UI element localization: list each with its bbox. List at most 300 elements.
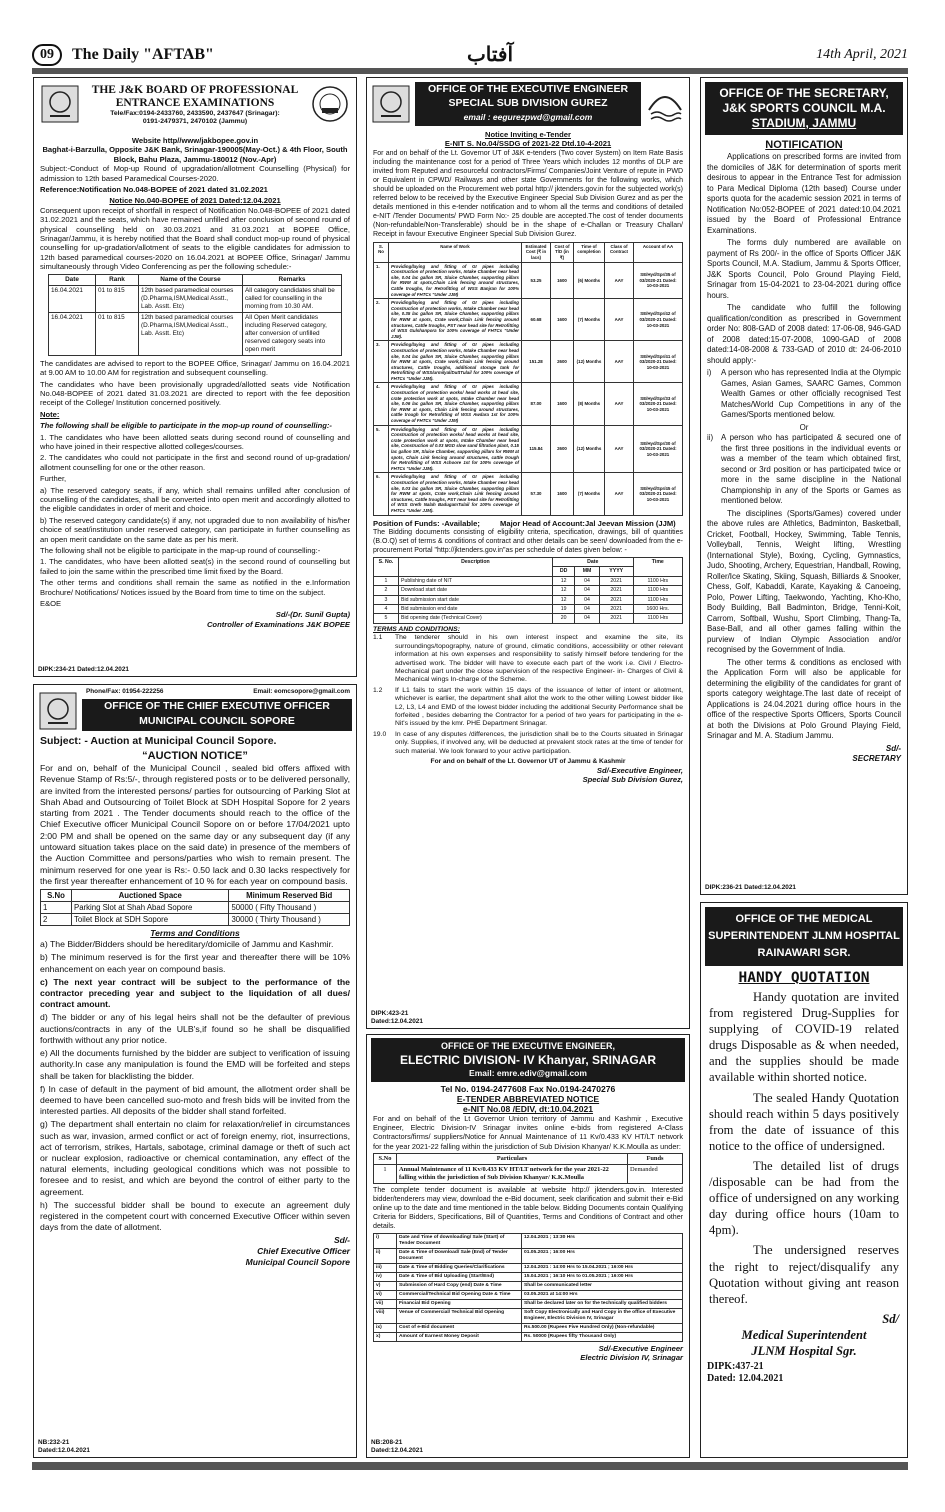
sports-para3: The candidate who fulfill the following qualification/condition as prescribed in Government order No: 808-GAD of 2008 dated: 17-06-08, 946-GAD of 2008 dated:15-07-2008, 1090-GAD of 2008 dated:14-08-2008 & 733-GAD of 2010 dt: 24-06-2010 should apply:-: [707, 303, 901, 365]
sports-or: Or: [799, 422, 809, 432]
khanyar-sched-row: [374, 1272, 683, 1281]
khanyar-sched-row: [374, 1233, 683, 1248]
khanyar-tel: Tel No. 0194-2477608 Fax No.0194-2470276: [440, 1084, 616, 1094]
gurez-position-funds: Position of Funds: -Available;: [373, 518, 480, 528]
bopee-note-item: The following shall not be eligible to participate in the map-up round of counselling:-: [40, 546, 321, 555]
gurez-work-row-cell: Providing/laying and fitting of GI pipes including Construction of protection works, Intake Chamber near head site, 0.04 lac gallon SR, Sluice Chamber, supporting pillars for RWM at spots, Crate work,Chain Link fencing around structures, Cattle troughs, additional storage tank for Retrofitting of WSS/urmilyal/DuttTulail for 100% coverage of FHTCs "Under JJM).: [389, 341, 522, 383]
gurez-sched-row-cell: 1: [374, 576, 399, 585]
gurez-sched-row-cell: 1100 Hrs: [633, 586, 682, 595]
gurez-th-3: Cost of T/D (in ₹): [551, 242, 574, 262]
gurez-sched-row-cell: 1100 Hrs: [633, 576, 682, 585]
sopore-table-row-cell: Parking Slot at Shah Abad Sopore: [72, 902, 229, 914]
khanyar-notice: [366, 1034, 690, 1458]
gurez-term-text: In case of any disputes /differences, the jurisdiction shall be to the Courts situated in Srinagar only. Supplies, if involved any, will be deducted at prevalent stock rates at the time of tender for such material. We look forward to your active participation.: [395, 730, 683, 755]
khanyar-sched-row: [374, 1332, 683, 1341]
sports-title-line2: J&K SPORTS COUNCIL M.A.: [722, 101, 886, 115]
gurez-sched-row-cell: Bid submission start date: [399, 595, 553, 604]
sports-para4: The disciplines (Sports/Games) covered under the above rules are Athletics, Badminton, Basketball, Cricket, Football, Hockey, Swimming, Table Tennis, Volleyball, Tennis, Weight lifting, Wrestling (International Style), Boxing, Cycling, Gymnastics, Judo, Shooting, Archery, Equestrian, Handball, Rowing, Roller/Ice Skating, Skiing, Squash, Billiards & Snooker, Chess, Golf, Kabaddi, Karate, Kayaking & Canoeing, Polo, Power Lifting, Taekwondo, Yachting, Kho-Kho, Body Building, Ball Badminton, Bridge, Tenni-Koit, Carrom, Softball, Wushu, Sport Climbing, Thang-Ta, Base-Ball, and all other games falling within the purview of Indian Olympic Association and/or recognised by the Government of India.: [707, 508, 901, 654]
gurez-para2: The Bidding documents consisting of eligibility criteria, specification, drawings, bill of quantities (B.O.Q) set of terms & conditions of contract and other details can be seen/ downloaded from the e-procurement Portal "http://jktenders.gov.in"as per schedule of dates given below: -: [373, 528, 683, 554]
gurez-signatory: Special Sub Division Gurez,: [582, 775, 683, 785]
gurez-sd: Sd/-Executive Engineer,: [596, 765, 683, 775]
khanyar-sched-row-cell: vii): [374, 1299, 397, 1308]
gurez-sched-row-cell: 19: [552, 604, 574, 613]
khanyar-sched-row-cell: i): [374, 1233, 397, 1248]
gurez-th-1: Name of Work: [389, 242, 522, 262]
gurez-sched-row-cell: 1100 Hrs: [633, 614, 682, 623]
khanyar-sched-row-cell: vi): [374, 1290, 397, 1299]
khanyar-sched-row-cell: Cost of e-Bid document: [397, 1323, 522, 1332]
sched-h-time: Time: [633, 557, 682, 576]
khanyar-sched-row: [374, 1308, 683, 1323]
sopore-title-line2: MUNICIPAL COUNCIL SOPORE: [139, 715, 295, 727]
gurez-work-row-cell: SE/Hyd/Spr/42 of 03/2020-21 Dated: 10-03-2021: [634, 299, 683, 341]
gurez-title: [415, 82, 641, 126]
sopore-term-item: a) The Bidder/Bidders should be hereditary/domicile of Jammu and Kashmir.: [40, 939, 334, 950]
sports-title-line3: STADIUM, JAMMU: [751, 116, 857, 130]
khanyar-sched-row-cell: Date & Time of Download/ Sale (End) of Tender Document: [397, 1248, 522, 1263]
gurez-sched-row-cell: 4: [374, 604, 399, 613]
khanyar-title-line2: ELECTRIC DIVISION- IV Khanyar, SRINAGAR: [399, 1053, 657, 1067]
khanyar-sched-row-cell: Date & Time of Bidding Queries/Clarifications: [397, 1263, 522, 1272]
sopore-sd: Sd/-: [333, 1235, 350, 1246]
gurez-sched-row-cell: 12: [552, 595, 574, 604]
sports-item-ii: A person who has participated & secured one of the first three positions in the individual events or was a member of the team which obtained first, second or 3rd position or has participated twice or more in the same discipline in the National Championship in any of the Sports or Games as mentioned below.: [721, 433, 901, 505]
bopee-table-row: [49, 312, 342, 355]
gurez-work-row-cell: 6.: [374, 473, 389, 515]
bopee-note-intro: The following shall be eligible to participate in the mop-up round of counselling:-: [40, 421, 332, 431]
khanyar-sched-row-cell: Submission of Hard Copy (end) Date & Time: [397, 1281, 522, 1290]
bopee-table-row-cell: 01 to 815: [96, 285, 139, 312]
bopee-sd: Sd/-(Dr. Sunil Gupta): [275, 610, 350, 620]
khanyar-sched-row-cell: 03.05.2021 at 14:00 Hrs: [522, 1290, 683, 1299]
khanyar-sched-row-cell: Rs.500.00 (Rupees Five Hundred Only) (Non-refundable): [522, 1323, 683, 1332]
gurez-work-row-cell: 1600: [551, 299, 574, 341]
sopore-table-row-cell: 1: [41, 902, 72, 914]
bopee-signatory: Controller of Examinations J&K BOPEE: [206, 619, 350, 629]
bopee-dipk: DIPK:234-21 Dated:12.04.2021: [38, 666, 129, 673]
khanyar-sched-row-cell: Rs. 50000 (Rupees fifty Thousand Only): [522, 1332, 683, 1341]
bopee-table-row-cell: 12th based paramedical courses (D.Pharma,ISM,Medical Asstt., Lab. Asstt. Etc): [139, 312, 243, 355]
sopore-term-item: c) The next year contract will be subject to the performance of the contractor preceding year and subject to the liquidation of all dues/ contract amount.: [40, 976, 350, 1010]
sched-h-date: Date: [552, 557, 633, 566]
khanyar-work-row: [374, 1164, 683, 1183]
jlnm-dipk: DIPK:437-21: [707, 1360, 764, 1372]
sopore-nb: NB:232-21: [38, 1439, 70, 1446]
jk-emblem-icon: [40, 84, 80, 124]
pwd-logo-icon: [645, 84, 685, 124]
gurez-sched-row-cell: 20: [552, 614, 574, 623]
gurez-works-table: [373, 242, 683, 516]
khanyar-works-table: [373, 1153, 683, 1184]
khanyar-sched-row: [374, 1290, 683, 1299]
masthead-logo: آفتاب: [466, 42, 514, 66]
sopore-term-item: d) The bidder or any of his legal heirs shall not be the defaulter of previous auctions/contracts in any of the ULB's,if found so he shall be disqualified forthwith without any prior notice.: [40, 1012, 350, 1045]
jk-emblem-icon: [38, 691, 78, 731]
sopore-terms-heading: Terms and Conditions: [150, 928, 240, 939]
jlnm-title-line2: SUPERINTENDENT JLNM HOSPITAL: [708, 930, 900, 942]
khanyar-sched-row-cell: viii): [374, 1308, 397, 1323]
gurez-work-row-cell: (8) Months: [574, 383, 605, 425]
sopore-signatory2: Municipal Council Sopore: [245, 1257, 350, 1268]
khanyar-th-2: Funds: [628, 1153, 683, 1164]
sports-item-i: A person who has represented India at the Olympic Games, Asian Games, SAARC Games, Common Wealth Games or other officially recognised Test Matches/World Cup Competitions in any of the Games/Sports mentioned below.: [721, 368, 901, 419]
gurez-sched-row: [374, 614, 683, 623]
bopee-note-label: Note:: [40, 409, 60, 419]
gurez-sched-row-cell: 2021: [599, 586, 633, 595]
gurez-term-text: If L1 fails to start the work within 15 days of the issuance of letter of intent or allotment, whichever is earlier, the department shall allot the work to the other willing Lowest bidder like L2, L3, L4 and EMD of the lowest bidder including the additional Security Performance shall be forfeited , besides debarring the Contractor for a period of two years for participating in the e- Nit's issued by the kmr. PHE Department Srinagar.: [395, 686, 683, 728]
gurez-sched-row-cell: 2021: [599, 595, 633, 604]
gurez-work-row-cell: 1600: [551, 262, 574, 299]
footer-divider: [32, 1462, 908, 1470]
khanyar-schedule-table: [373, 1233, 683, 1342]
khanyar-title-line1: OFFICE OF THE EXECUTIVE ENGINEER,: [440, 1041, 616, 1051]
bopee-reference: Reference:Notification No.048-BOPEE of 2021 dated 31.02.2021: [40, 185, 268, 195]
sched-h-yyyy: YYYY: [599, 567, 633, 576]
sopore-subject: Subject: - Auction at Municipal Council Sopore.: [40, 735, 277, 747]
gurez-term-text: The tenderer should in his own interest inspect and examine the site, its surroundings/topography, nature of ground, climatic conditions, accessibility or other relevant information at his own expenses and responsibility to satisfy himself before tendering for the advertised work. The bidder will have to execute each part of the work i.e. Civil / Electro-Mechanical part under the close supervision of the respective Engineer- in- Charges of Civil & Mechanical wings In-charge of the Scheme.: [395, 634, 683, 684]
gurez-work-row-cell: 3.: [374, 341, 389, 383]
khanyar-sched-row: [374, 1281, 683, 1290]
gurez-work-row-cell: 2600: [551, 425, 574, 473]
bopee-table-row-cell: 01 to 815: [96, 312, 139, 355]
bopee-title-line1: THE J&K BOARD OF PROFESSIONAL: [91, 84, 299, 96]
sports-signatory: SECRETARY: [852, 753, 901, 763]
khanyar-title: [371, 1038, 685, 1082]
jlnm-notice: [700, 902, 908, 1458]
gurez-terms-heading: TERMS AND CONDITIONS:: [373, 625, 460, 633]
gurez-th-0: S. No: [374, 242, 389, 262]
khanyar-dated: Dated:12.04.2021: [371, 1447, 423, 1454]
gurez-work-row-cell: 53.25: [522, 262, 551, 299]
khanyar-email: Email: emre.ediv@gmail.com: [469, 1068, 587, 1078]
khanyar-sched-row-cell: x): [374, 1332, 397, 1341]
gurez-sched-row-cell: 04: [575, 604, 600, 613]
sched-h-sno: S. No.: [374, 557, 399, 576]
khanyar-sched-row-cell: Date & Time of Bid Uploading (Start/End): [397, 1272, 522, 1281]
bopee-note-item: E&OE: [40, 599, 62, 609]
sports-title-line1: OFFICE OF THE SECRETARY,: [719, 86, 889, 100]
page-number: 09: [32, 44, 62, 66]
sports-para5: The other terms & conditions as enclosed with the Application Form will also be applicable for determining the eligibility of the candidates for grant of sports category weightage.The last date of receipt of Applications is 24.04.2021 during office hours in the office of the respective Sports Officers, Sports Council at both the Divisions at Polo Ground Playing Field, Srinagar and M. A. Stadium Jammu.: [707, 657, 901, 740]
gurez-work-row-cell: AAY: [605, 425, 634, 473]
khanyar-sched-row-cell: Amount of Earnest Money Deposit: [397, 1332, 522, 1341]
khanyar-sched-row-cell: 01.05.2021 ; 16:00 Hrs: [522, 1248, 683, 1263]
gurez-work-row: [374, 473, 683, 515]
gurez-work-row-cell: 1600: [551, 473, 574, 515]
sopore-table-row-cell: Toilet Block at SDH Sopore: [72, 914, 229, 926]
jlnm-title-line1: OFFICE OF THE MEDICAL: [735, 913, 873, 925]
bopee-th-0: Date: [49, 274, 96, 285]
sopore-term-item: g) The department shall entertain no claim for relaxation/relief in circumstances such as war, invasion, armed conflict or act of foreign enemy, riot, insurrections, act of terrorism, strikes, Hartals, sabotage, criminal damage or theft of such act or nuclear explosion, radioactive or chemical contamination, any effect of the natural elements, including geological conditions which was not possible to foresee and to resist, and which are beyond the control of either party to the agreement.: [40, 1119, 350, 1197]
sopore-phone: Phone/Fax: 01954-222256: [86, 688, 164, 695]
jlnm-title: [705, 907, 903, 966]
gurez-work-row-cell: (12) Months: [574, 425, 605, 473]
gurez-work-row-cell: 2600: [551, 341, 574, 383]
khanyar-para2: The complete tender document is available at website http:// jktenders.gov.in. Interested bidder/tenderers may view, download the e-Bid document, seek clarification and submit their e-Bid online up to the date and time mentioned in the table below. Bidding Documents contain Qualifying Criteria for Bidders, Specifications, Bill of Quantities, Terms and Conditions of Contract and other details.: [373, 1185, 683, 1230]
gurez-sched-row-cell: 1600 Hrs.: [633, 604, 682, 613]
gurez-th-6: Account of AA: [634, 242, 683, 262]
gurez-work-row-cell: SE/Hyd/Spr/45 of 03/2020-21 Dated: 10-03-2021: [634, 473, 683, 515]
khanyar-sd: Sd/-Executive Engineer: [598, 1343, 683, 1353]
gurez-sched-row-cell: 12: [552, 576, 574, 585]
gurez-work-row-cell: 5.: [374, 425, 389, 473]
gurez-term-no: 1.1: [373, 634, 383, 642]
gurez-work-row-cell: SE/Hyd/Spr/41 of 03/2020-21 Dated: 10-03-2021: [634, 341, 683, 383]
gurez-work-row-cell: Providing/laying and fitting of GI pipes including Construction of protection works, Intake Chamber near head site, 0.04 lac gallon SR, Sluice Chamber, supporting pillars for RWM at spots,Chain Link fencing around structures, Cattle troughs, for Retrofitting of WSS Banjran for 100% coverage of FHTCs "Under JJM): [389, 262, 522, 299]
bopee-th-3: Remarks: [242, 274, 341, 285]
gurez-schedule-table: [373, 557, 683, 624]
gurez-sched-row: [374, 576, 683, 585]
jlnm-signatory2: JLNM Hospital Sgr.: [751, 1343, 857, 1358]
khanyar-sched-row-cell: iii): [374, 1263, 397, 1272]
jlnm-dated: Dated: 12.04.2021: [707, 1372, 784, 1384]
gurez-work-row-cell: (6) Months: [574, 262, 605, 299]
gurez-sched-row-cell: 5: [374, 614, 399, 623]
issue-date: 14th April, 2021: [816, 47, 908, 62]
gurez-sched-row-cell: 04: [575, 614, 600, 623]
bopee-table-row-cell: 16.04.2021: [49, 285, 96, 312]
gurez-term-item: [373, 687, 683, 729]
sports-notice: OFFICE OF THE SECRETARY, J&K SPORTS COUNCIL M.A. STADIUM, JAMMU NOTIFICATION Applications on prescribed forms are invited from the domiciles of J&K for determination of sports merit desirous to appear in the Entrance Test for admission to Para Medical Diploma (12th based) Course under sports quota for the academic session 2021 in terms of Notification No:052-BOPEE of 2021 dated:10.04.2021 issued by the Board of Professional Entrance Examinations. The forms duly numbered are available on payment of Rs 200/- in the office of Sports Officer J&K Sports Council, M.A. Stadium, Jammu & Sports Officer, J&K Sports Council, Polo Ground Playing Field, Srinagar from 15-04-2021 to 23-04-2021 during office hours. The candidate who fulfill the following qualification/condition as prescribed in Government order No: 808-GAD of 2008 dated: 17-06-08, 946-GAD of 2008 dated:15-07-2008, 1090-GAD of 2008 dated:14-08-2008 & 733-GAD of 2010 dt: 24-06-2010 should apply:- i) A person who has represented India at the Olympic Games, Asian Games, SAARC Games, Common Wealth Games or other officially recognised Test Matches/World Cup Competitions in any of the Games/Sports mentioned below. Or ii) A person who has participated & secured one of the first three positions in the individual events or was a member of the team which obtained first, second or 3rd position or has participated twice or more in the same discipline in the National Championship in any of the Sports or Games as mentioned below. The disciplines (Sports/Games) covered under the above rules are Athletics, Badminton, Basketball, Cricket, Football, Hockey, Swimming, Table Tennis, Volleyball, Tennis, Weight lifting, Wrestling (International Style), Boxing, Cycling, Gymnastics, Judo, Shooting, Archery, Equestrian, Handball, Rowing, Roller/Ice Skating, Skiing, Squash, Billiards & Snooker, Chess, Golf, Kabaddi, Karate, Kayaking & Canoeing, Polo, Power Lifting, Taekwondo, Yachting, Kho-Kho, Body Building, Ball Badminton, Bridge, Tenni-Koit, Carrom, Softball, Wushu, Sport Climbing, Thang-Ta, Base-Ball, and all other games falling within the purview of Indian Olympic Association and/or recognised by the Government of India. The other terms & conditions as enclosed with the Application Form will also be applicable for determining the eligibility of the candidates for grant of sports category weightage.The last date of receipt of Applications is 24.04.2021 during office hours in the office of the respective Sports Officers, Sports Council at both the Divisions at Polo Ground Playing Field, Srinagar and M. A. Stadium Jammu. Sd/- SECRETARY DIPK:236-21 Dated:12.04.2021: [700, 77, 908, 895]
gurez-work-row: [374, 425, 683, 473]
khanyar-th-1: Particulars: [397, 1153, 628, 1164]
gurez-sched-row-cell: Bid opening date (Technical Cover): [399, 614, 553, 623]
khanyar-sched-row-cell: Date and Time of downloading/ Sale (Start) of Tender Document: [397, 1233, 522, 1248]
gurez-work-row-cell: SE/Hyd/Spr/35 of 03/2020-21 Dated: 10-03-2021: [634, 262, 683, 299]
sched-h-desc: Description: [399, 557, 553, 576]
sopore-title: [82, 699, 352, 731]
sports-heading: NOTIFICATION: [765, 139, 843, 151]
sopore-term-item: e) All the documents furnished by the bidder are subject to verification of issuing authority.In case any manipulation is found the EMD will be forfeited and steps shall be taken for blacklisting the bidder.: [40, 1048, 350, 1081]
bopee-note-item: 1. The candidates who have been allotted seats during second round of counselling and who have joined in their respective allotted colleges/courses.: [40, 432, 350, 451]
gurez-work-row-cell: Providing/laying and fitting of GI pipes including Construction of protection works/ head works at head site, crate protection work at spots, Intake Chamber near head site, 0.06 lac gallon SR, Sluice Chamber, supporting pillars for RWM at spots, Chain Link fencing around structures, cattle trough for Retrofitting of WSS Awdara 1st for 100% coverage of FHTCs "Under JJM): [389, 383, 522, 425]
gurez-sched-row-cell: 04: [575, 595, 600, 604]
gurez-sched-row-cell: 2021: [599, 604, 633, 613]
bopee-para3: The candidates who have been provisionally upgraded/allotted seats vide Notification No.048-BOPEE of 2021 dated 31.03.2021 are directed to report with the fee deposition receipt of the College/ Institution concerned positively.: [40, 379, 350, 408]
gurez-work-row-cell: AAY: [605, 262, 634, 299]
sopore-term-item: h) The successful bidder shall be bound to execute an agreement duly registered in the competent court with concerned Executive Officer within seven days from the date of allotment.: [40, 1199, 350, 1233]
gurez-work-row-cell: (7) Months: [574, 299, 605, 341]
khanyar-heading: E-TENDER ABBREVIATED NOTICE: [456, 1094, 600, 1104]
gurez-sched-row: [374, 604, 683, 613]
khanyar-sched-row-cell: 12.04.2021 ; 13:30 Hrs: [522, 1233, 683, 1248]
sopore-table-row-cell: 2: [41, 914, 72, 926]
bopee-table-row-cell: 12th based paramedical courses (D.Pharma,ISM,Medical Asstt., Lab. Asstt. Etc): [139, 285, 243, 312]
gurez-term-no: 1.2: [373, 686, 383, 694]
bopee-table-row-cell: 16.04.2021: [49, 312, 96, 355]
gurez-work-row-cell: 1.: [374, 262, 389, 299]
gurez-sched-row: [374, 586, 683, 595]
bopee-tel: Tele/Fax:0194-2433760, 2433590, 2437647 (Srinagar):: [110, 110, 280, 117]
gurez-sched-row-cell: 2021: [599, 576, 633, 585]
bopee-table-row-cell: All Open Merit candidates including Reserved category, after conversion of unfilled reserved category seats into open merit: [242, 312, 341, 355]
header-divider: [32, 68, 908, 74]
gurez-work-row-cell: (12) Months: [574, 341, 605, 383]
gurez-work-row-cell: SE/Hyd/Spr/30 of 03/2020-21 Dated: 10-03-2021: [634, 425, 683, 473]
gurez-title-line1: OFFICE OF THE EXECUTIVE ENGINEER: [427, 83, 629, 95]
bopee-para2: The candidates are advised to report to the BOPEE Office, Srinagar/ Jammu on 16.04.2021 at 9.00 AM to 10.00 AM for registration and subsequent counselling.: [40, 358, 350, 378]
gurez-sched-row-cell: 2: [374, 586, 399, 595]
sopore-para1: For and on, behalf of the Municipal Council , sealed bid offers affixed with Revenue Stamp of Rs:5/-, through registered posts or to be delivered personally, are invited from the interested persons/ parties for outsourcing of Parking Slot at Shah Abad and Outsourcing of Toilet Block at SDH Hospital Sopore for 2 years starting from 2021 . The Tender documents should reach to the office of the Chief Executive officer Municipal Council Sopore on or before 17/04/2021 upto 2:00 PM and shall be opened on the same day or any subsequent day (if any untoward situation takes place on the said date) in presence of the members of the Auction Committee and persons/parties who wish to remain present. The minimum reserved for one year is Rs:- 0.50 lack and 0.30 lacks respectively for the first year thereafter enhancement of 10 % for each year on compound basis.: [40, 763, 350, 886]
gurez-work-row-cell: 4.: [374, 383, 389, 425]
sopore-th-0: S.No: [41, 890, 72, 902]
bopee-address: Baghat-i-Barzulla, Opposite J&K Bank, Srinagar-190005(May-Oct.) & 4th Floor, South Block, Bahu Plaza, Jammu-180012 (Nov.-Apr): [42, 145, 348, 164]
gurez-sched-row-cell: Bid submission end date: [399, 604, 553, 613]
jlnm-para4: The undersigned reserves the right to reject/disqualify any Quotation without giving ant reason thereof.: [709, 1243, 899, 1306]
jlnm-sd: Sd/: [882, 1311, 899, 1326]
khanyar-sched-row-cell: Commercial/Technical Bid Opening Date & Time: [397, 1290, 522, 1299]
gurez-work-row-cell: Providing/laying and fitting of GI pipes including Construction of protection works/ head works at head site, crate protection work at spots, Intake Chamber near head site, Construction of 0.03 MGD slow sand filtration plant, 0.15 lac gallon SR, Sluice Chamber, supporting pillars for RWM at spots, Chain Link fencing around structures, cattle trough for Retrofitting of WSS Achoore 1st for 100% coverage of FHTCs "Under JJM).: [389, 425, 522, 473]
gurez-work-row-cell: AAY: [605, 299, 634, 341]
bopee-tel2: 0191-2479371, 2470102 (Jammu): [142, 118, 248, 125]
gurez-th-5: Class of Contract: [605, 242, 634, 262]
gurez-heading: Notice Inviting e-Tender: [485, 130, 571, 139]
sopore-auction-table: [40, 889, 350, 926]
sopore-terms-list: [34, 939, 356, 1233]
jk-emblem-icon: [371, 84, 411, 124]
sopore-term-item: f) In case of default in the payment of bid amount, the allotment order shall be deemed to have been cancelled suo-moto and fresh bids will be invited from the interested parties. All deposits of the bidder shall stand forfeited.: [40, 1083, 350, 1117]
khanyar-th-0: S.No: [374, 1153, 397, 1164]
bopee-note-item: b) The reserved category candidate(s) if any, not upgraded due to non availability of his/her choice of seat/institution under reserved category, can participate in further counselling as an open merit candidate on the same date as per his merit.: [40, 515, 350, 544]
sopore-th-1: Auctioned Space: [72, 890, 229, 902]
sopore-title-line1: OFFICE OF THE CHIEF EXECUTIVE OFFICER: [104, 700, 330, 712]
gurez-term-item: [373, 634, 683, 684]
sopore-notice: [33, 684, 357, 1458]
gurez-work-row-cell: 60.68: [522, 299, 551, 341]
gurez-sched-row-cell: 04: [575, 576, 600, 585]
jlnm-para2: The sealed Handy Quotation should reach within 5 days positively from the date of issuance of this notice to the office of undersigned.: [709, 1090, 899, 1153]
gurez-sched-row-cell: 3: [374, 595, 399, 604]
khanyar-para1: For and on behalf of the Lt Governor Union territory of Jammu and Kashmir , Executive Engineer, Electric Division-IV Srinagar invites online e-bids from registered A-Class Contractors/firms/ suppliers/Notice for Annual Maintenance of 11 Kv/0.433 KV HT/LT network for the year 2021-22 falling within the jurisdiction of Sub Division Khanyar/ K.K.Moulla as under:: [373, 1114, 683, 1151]
gurez-work-row: [374, 299, 683, 341]
khanyar-sched-row-cell: ii): [374, 1248, 397, 1263]
sched-h-mm: MM: [575, 567, 600, 576]
gurez-work-row: [374, 341, 683, 383]
khanyar-work-row-cell: 1: [374, 1164, 397, 1183]
gurez-th-4: Time of completion: [574, 242, 605, 262]
gurez-title-line2: SPECIAL SUB DIVISION GUREZ: [448, 97, 608, 109]
jlnm-para3: The detailed list of drugs /disposable can be had from the office of undersigned on any working day during office hours (10am to 4pm).: [709, 1158, 899, 1238]
paper-name: The Daily "AFTAB": [72, 46, 214, 63]
gurez-work-row-cell: Providing/laying and fitting of GI pipes including Construction of protection works, Intake Chamber near head site, 0.03 lac gallon SR, Sluice Chamber, supporting pillars for RWM at spots, Crate work,Chain Link fencing around structures, Cattle troughs, PST near head site for Retrofitting of WSS Greth Nalah BadugamTulail for 100% coverage of FHTCs "Under JJM).: [389, 473, 522, 515]
gurez-nit: E-NIT S. No.04/SSDG of 2021-22 Dtd.10-4-2021: [444, 139, 612, 149]
bopee-note-list: [34, 433, 356, 609]
gurez-dated: Dated:12.04.2021: [371, 1018, 423, 1025]
page-header: [32, 44, 908, 66]
sports-para1: Applications on prescribed forms are invited from the domiciles of J&K for determination of sports merit desirous to appear in the Entrance Test for admission to Para Medical Diploma (12th based) Course under sports quota for the academic session 2021 in terms of Notification No:052-BOPEE of 2021 dated:10.04.2021 issued by the Board of Professional Entrance Examinations.: [707, 152, 901, 235]
gurez-work-row-cell: Providing/laying and fitting of GI pipes including Construction of protection works, Intake Chamber near head site, 0.35 lac gallon SR, Sluice Chamber, supporting pillars for RWM at spots, Crate work,Chain Link fencing around structures, Cattle troughs, PST near head site for Retrofitting of WSS Gulshanpora for 100% coverage of FHTCs "Under JJM).: [389, 299, 522, 341]
sports-title: [705, 82, 903, 135]
gurez-behalf: For and on behalf of the Lt. Governor UT of Jammu & Kashmir: [430, 757, 626, 765]
sopore-table-row: [41, 902, 350, 914]
khanyar-sched-row-cell: 15.04.2021 ; 16:10 Hrs to 01.05.2021 ; 16:00 Hrs: [522, 1272, 683, 1281]
gurez-work-row-cell: 87.00: [522, 383, 551, 425]
gurez-sched-row-cell: Publishing date of NIT: [399, 576, 553, 585]
gurez-work-row-cell: 1600: [551, 383, 574, 425]
jlnm-heading: HANDY QUOTATION: [738, 970, 870, 986]
gurez-terms-list: [367, 634, 689, 756]
khanyar-sched-row-cell: Shall be communicated letter: [522, 1281, 683, 1290]
gurez-work-row-cell: 115.84: [522, 425, 551, 473]
gurez-work-row: [374, 262, 683, 299]
gurez-work-row-cell: 2.: [374, 299, 389, 341]
bopee-subject: Subject:-Conduct of Mop-up Round of upgradation/allotment Counselling (Physical) for admission to 12th based Paramedical Courses-2020.: [40, 164, 350, 183]
sopore-table-row: [41, 914, 350, 926]
sopore-th-2: Minimum Reserved Bid: [229, 890, 350, 902]
gurez-work-row-cell: AAY: [605, 473, 634, 515]
bopee-note-item: a) The reserved category seats, if any, which shall remains unfilled after conclusion of counselling of the candidates, shall be converted into open merit and accordingly allotted to the eligible candidates in order of merit and choice.: [40, 485, 350, 514]
gurez-dipk: DIPK:423-21: [371, 1010, 409, 1017]
khanyar-nit: e-NIT No.08 /EDIV, dt:10.04.2021: [462, 1104, 594, 1114]
sports-sd: Sd/-: [885, 743, 901, 753]
bopee-th-2: Name of the Course: [139, 274, 243, 285]
khanyar-sched-row-cell: Venue of Commercial/ Technical Bid Opening: [397, 1308, 522, 1323]
bopee-note-item: The other terms and conditions shall remain the same as notified in the e.Information Brochure/ Notifications/ Notices issued by the Board from time to time on the subject.: [40, 578, 350, 597]
gurez-notice: [366, 77, 690, 1029]
sopore-term-item: b) The minimum reserved is for the first year and thereafter there will be 10% enhancement on each year on compound basis.: [40, 952, 350, 974]
bopee-title: [34, 78, 356, 110]
khanyar-sched-row-cell: v): [374, 1281, 397, 1290]
bopee-note-item: 1. The candidates, who have been allotted seat(s) in the second round of counselling but failed to join the same within the prescribed time limit fixed by the Board.: [40, 557, 350, 576]
bopee-note-item: 2. The candidates who could not participate in the first and second round of up-gradation/ allotment counselling for one or the other reason.: [40, 453, 350, 472]
khanyar-sched-row-cell: Financial Bid Opening: [397, 1299, 522, 1308]
gurez-email: email : eegurezpwd@gmail.com: [463, 112, 593, 122]
gurez-para1: For and on behalf of the Lt. Governor UT of J&K e-tenders (Two cover System) on Item Rate Basis including the maintenance cost for a period of Three Years which includes 12 months of DLP are invited from Reputed and resourceful contractors/Firms/ Companies/Joint Venture of repute in PWD or Equivalent in CPWD/ Railways and other state Governments for the following works, which should be uploaded on the Procurement web portal http:// jktenders.gov.in for the subjected work(s) referred below to be received by the Executive Engineer Special Sub Division Gurez and as per the details mentioned in this e-tender notification and to whom all the terms and conditions of detailed e-NIT /Tender Documents/ PWD Form No:- 25 double are accepted.The cost of tender documents (Non-refundable/Non-Transferable) should be in the shape of e-Challan or Treasury Challan/ Receipt in favour Executive Engineer Special Sub Division Gurez.: [373, 149, 683, 238]
khanyar-sched-row-cell: 12.04.2021 : 14:00 Hrs to 15.04.2021 ; 16:00 Hrs: [522, 1263, 683, 1272]
sopore-heading: “AUCTION NOTICE”: [142, 750, 248, 762]
sopore-table-row-cell: 50000 ( Fifty Thousand ): [229, 902, 350, 914]
khanyar-sched-row-cell: Shall be declared later on for the technically qualified bidders: [522, 1299, 683, 1308]
sports-dipk: DIPK:236-21 Dated:12.04.2021: [705, 884, 796, 891]
khanyar-signatory: Electric Division IV, Srinagar: [580, 1353, 683, 1363]
bopee-website: Website http//www/jakbopee.gov.in: [131, 136, 259, 145]
jlnm-title-line3: RAINAWARI SGR.: [757, 947, 851, 959]
bopee-note-item: Further,: [40, 474, 67, 484]
gurez-term-item: [373, 731, 683, 756]
bopee-table-row: [49, 285, 342, 312]
gurez-work-row: [374, 383, 683, 425]
bopee-title-line2: ENTRANCE EXAMINATIONS: [115, 97, 275, 109]
gurez-work-row-cell: AAY: [605, 341, 634, 383]
bopee-para1: Consequent upon receipt of shortfall in respect of Notification No.048-BOPEE of 2021 dated 31.02.2021 and the seats, which have remained unfilled after conclusion of second round of physical counselling held on 30.03.2021 and 31.03.2021 at BOPEE Office, Srinagar/Jammu, it is hereby notified that the Board shall conduct mop-up round of physical counselling for up-gradation/allotment of seats to the eligible candidates for admission to 12th based paramedical courses-2020 on 16.04.2021 at BOPEE Office, Srinagar/ Jammu simultaneously through Video Conferencing as per the following schedule:-: [40, 205, 350, 272]
jlnm-para1: Handy quotation are invited from registered Drug-Supplies for supplying of COVID-19 related drugs Disposable as & when needed, and the supplies should be made available within shorted notice.: [709, 990, 899, 1085]
sopore-dated: Dated:12.04.2021: [38, 1447, 90, 1454]
gurez-sched-row-cell: 1100 Hrs: [633, 595, 682, 604]
bopee-logo-icon: [310, 84, 350, 124]
bopee-th-1: Rank: [96, 274, 139, 285]
gurez-sched-row-cell: 12: [552, 586, 574, 595]
khanyar-sched-row-cell: iv): [374, 1272, 397, 1281]
gurez-sched-row: [374, 595, 683, 604]
sopore-email: Email: eomcsopore@gmail.com: [253, 688, 350, 695]
sopore-table-row-cell: 30000 ( Thirty Thousand ): [229, 914, 350, 926]
khanyar-sched-row: [374, 1263, 683, 1272]
khanyar-sched-row: [374, 1248, 683, 1263]
gurez-work-row-cell: SE/Hyd/Spr/33 of 03/2020-21 Dated: 10-03-2021: [634, 383, 683, 425]
khanyar-sched-row: [374, 1299, 683, 1308]
sopore-signatory1: Chief Executive Officer: [257, 1246, 350, 1257]
khanyar-work-row-cell: Annual Maintenance of 11 Kv/0.433 KV HT/LT network for the year 2021-22 falling within the jurisdiction of Sub Division Khanyar/ K.K.Moulla: [397, 1164, 628, 1183]
gurez-th-2: Estimated Cost (₹ in lacs): [522, 242, 551, 262]
khanyar-sched-row: [374, 1323, 683, 1332]
jlnm-signatory1: Medical Superintendent: [741, 1327, 867, 1342]
bopee-schedule-table: [48, 274, 342, 356]
gurez-term-no: 19.0: [373, 730, 387, 738]
gurez-sched-row-cell: 2021: [599, 614, 633, 623]
khanyar-work-row-cell: Demanded: [628, 1164, 683, 1183]
sched-h-dd: DD: [552, 567, 574, 576]
bopee-notice: [33, 77, 357, 677]
